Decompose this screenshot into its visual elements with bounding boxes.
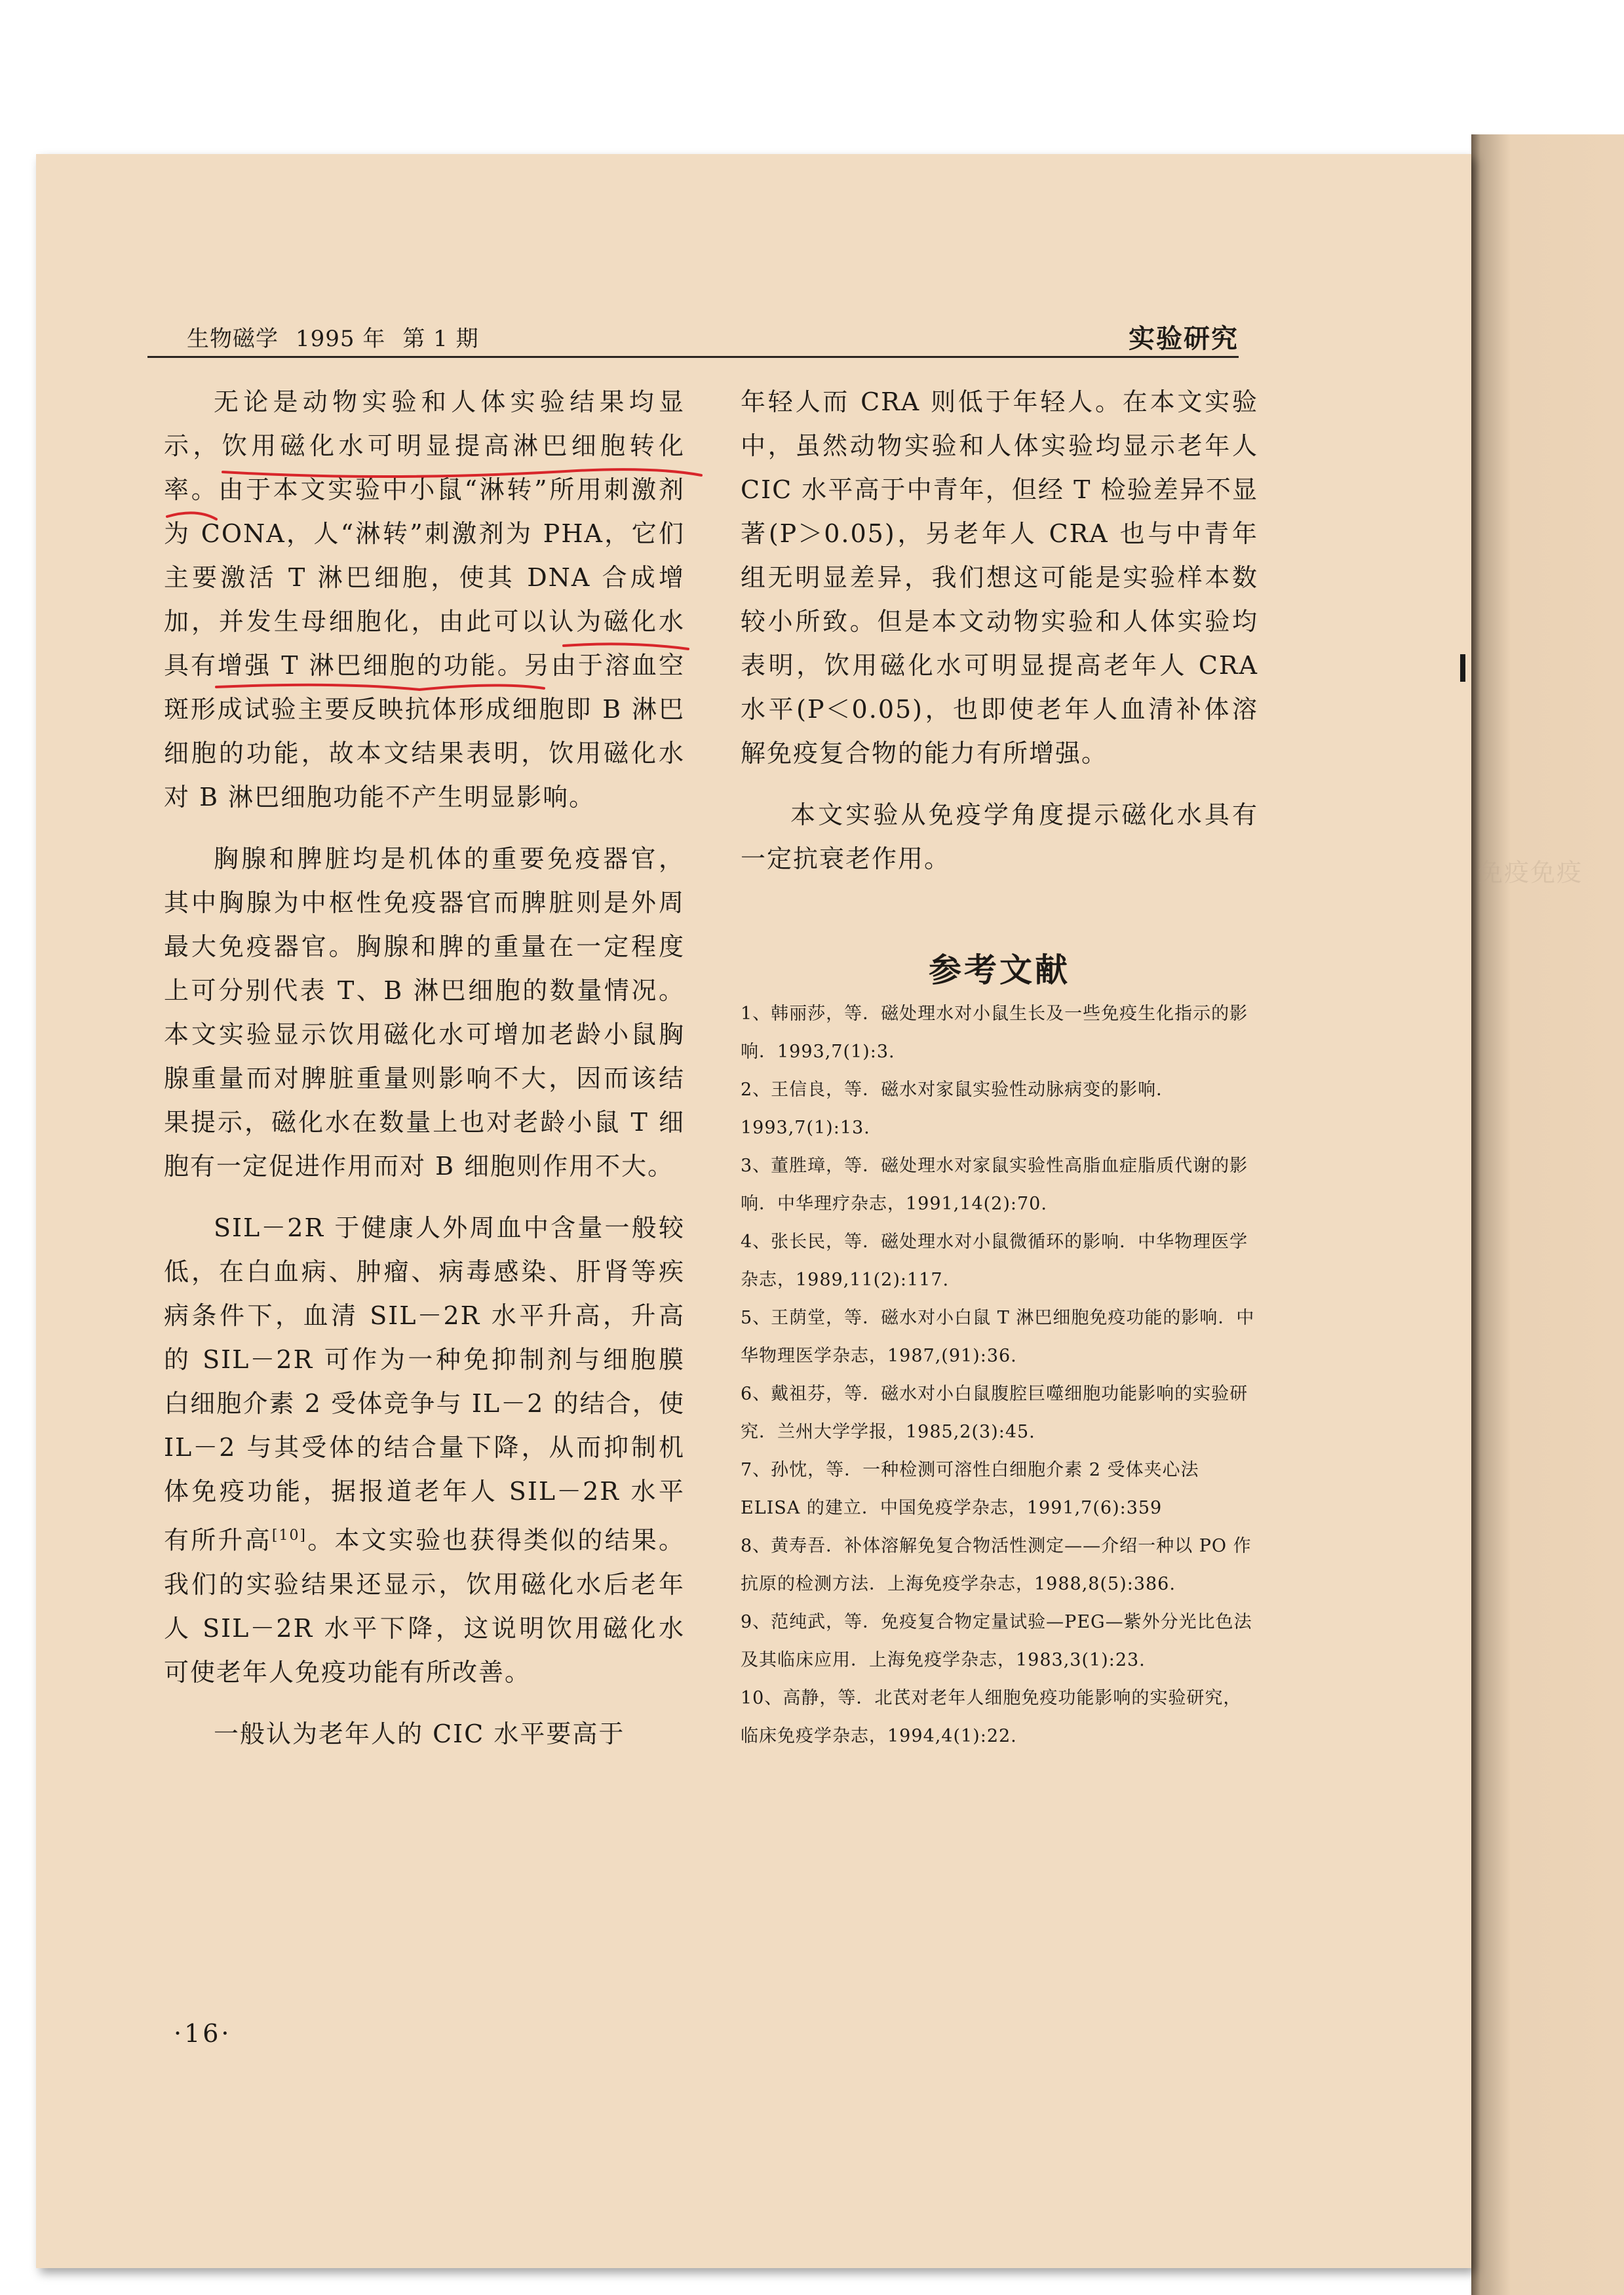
reference-item: 2、王信良，等．磁水对家鼠实验性动脉病变的影响．1993,7(1):13. bbox=[741, 1080, 1175, 1138]
reference-item: 6、戴祖芬，等．磁水对小白鼠腹腔巨噬细胞功能影响的实验研究．兰州大学学报，1985,2(3):45. bbox=[741, 1384, 1248, 1442]
reference-item: 9、范纯武，等．免疫复合物定量试验—PEG—紫外分光比色法及其临床应用．上海免疫学杂志，1983,3(1):23. bbox=[741, 1612, 1252, 1670]
right-column bbox=[741, 380, 1258, 881]
header-section: 实验研究 bbox=[1129, 324, 1239, 354]
sil2r-text-a: SIL－2R 于健康人外周血中含量一般较低，在白血病、肿瘤、病毒感染、肝肾等疾病条件下，血清 SIL－2R 水平升高，升高的 SIL－2R 可作为一种免抑制剂与细胞膜白细胞介素 2 受体竞争与 IL－2 的结合，使 IL－2 与其受体的结合量下降，从而抑制机体免疫功能，据报道老年人 SIL－2R 水平有所升高 bbox=[164, 1213, 685, 1555]
header-year: 1995 年 bbox=[296, 326, 386, 352]
gutter-mark bbox=[1460, 654, 1465, 682]
left-column bbox=[164, 380, 685, 1756]
paragraph-cic-cont: 年轻人而 CRA 则低于年轻人。在本文实验中，虽然动物实验和人体实验均显示老年人 CIC 水平高于中青年，但经 T 检验差异不显著(P＞0.05)，另老年人 CRA 也与中青年组无明显差异，我们想这可能是实验样本数较小所致。但是本文动物实验和人体实验均表明，饮用磁化水可明显提高老年人 CRA 水平(P＜0.05)，也即使老年人血清补体溶解免疫复合物的能力有所增强。 bbox=[741, 387, 1258, 768]
references-list bbox=[741, 995, 1258, 1756]
reference-item: 1、韩丽莎，等．磁处理水对小鼠生长及一些免疫生化指示的影响．1993,7(1):3. bbox=[741, 1004, 1248, 1062]
paragraph-cic-start: 一般认为老年人的 CIC 水平要高于 bbox=[214, 1719, 625, 1748]
paragraph-sil2r bbox=[164, 1206, 685, 1695]
paragraph-conclusion: 本文实验从免疫学角度提示磁化水具有一定抗衰老作用。 bbox=[741, 800, 1258, 873]
reference-item: 5、王荫堂，等．磁水对小白鼠 T 淋巴细胞免疫功能的影响．中华物理医学杂志，1987,(91):36. bbox=[741, 1308, 1255, 1366]
references-title: 参考文献 bbox=[929, 951, 1070, 989]
citation-10: [10] bbox=[271, 1527, 307, 1544]
facing-page bbox=[1471, 134, 1624, 2295]
paragraph-thymus-spleen: 胸腺和脾脏均是机体的重要免疫器官，其中胸腺为中枢性免疫器官而脾脏则是外周最大免疫器官。胸腺和脾的重量在一定程度上可分别代表 T、B 淋巴细胞的数量情况。本文实验显示饮用磁化水可增加老龄小鼠胸腺重量而对脾脏重量则影响不大，因而该结果提示，磁化水在数量上也对老龄小鼠 T 细胞有一定促进作用而对 B 细胞则作用不大。 bbox=[164, 844, 685, 1181]
header-journal: 生物磁学 bbox=[187, 326, 279, 352]
reference-item: 3、董胜璋，等．磁处理水对家鼠实验性高脂血症脂质代谢的影响．中华理疗杂志，1991,14(2):70. bbox=[741, 1156, 1248, 1214]
reference-item: 10、高静，等．北芪对老年人细胞免疫功能影响的实验研究，临床免疫学杂志，1994,4(1):22. bbox=[741, 1688, 1242, 1746]
reference-item: 4、张长民，等．磁处理水对小鼠微循环的影响．中华物理医学杂志，1989,11(2):117. bbox=[741, 1232, 1248, 1290]
page-number: ·16· bbox=[174, 2019, 232, 2048]
bleed-through-decoration: 免疫免疫 bbox=[1478, 858, 1583, 887]
header-journal-info bbox=[187, 321, 496, 353]
reference-item: 8、黄寿吾．补体溶解免复合物活性测定——介绍一种以 PO 作抗原的检测方法．上海免疫学杂志，1988,8(5):386. bbox=[741, 1536, 1252, 1594]
paragraph-immune-results: 无论是动物实验和人体实验结果均显示，饮用磁化水可明显提高淋巴细胞转化率。由于本文实验中小鼠“淋转”所用刺激剂为 CONA，人“淋转”刺激剂为 PHA，它们主要激活 T 淋巴细胞，使其 DNA 合成增加，并发生母细胞化，由此可以认为磁化水具有增强 T 淋巴细胞的功能。另由于溶血空斑形成试验主要反映抗体形成细胞即 B 淋巴细胞的功能，故本文结果表明，饮用磁化水对 B 淋巴细胞功能不产生明显影响。 bbox=[164, 387, 685, 812]
header-issue: 第 1 期 bbox=[402, 326, 479, 352]
reference-item: 7、孙忱，等．一种检测可溶性白细胞介素 2 受体夹心法 ELISA 的建立．中国免疫学杂志，1991,7(6):359 bbox=[741, 1460, 1199, 1518]
sil2r-text-b: 。本文实验也获得类似的结果。我们的实验结果还显示，饮用磁化水后老年人 SIL－2R 水平下降，这说明饮用磁化水可使老年人免疫功能有所改善。 bbox=[164, 1525, 685, 1687]
running-header bbox=[147, 318, 1239, 358]
